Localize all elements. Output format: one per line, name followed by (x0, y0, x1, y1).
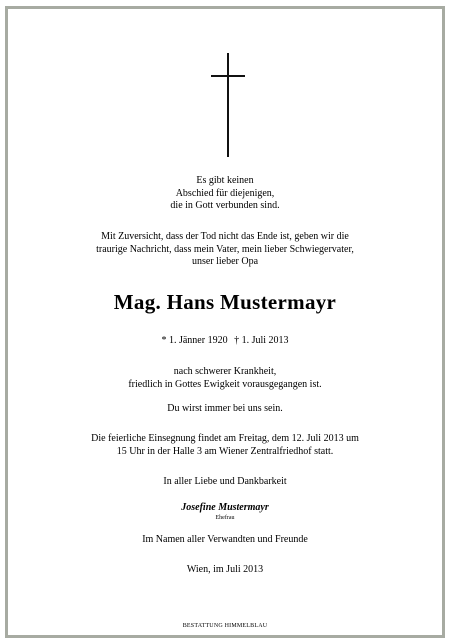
cross-icon (211, 53, 245, 157)
family-text (8, 534, 442, 547)
signer-role: Ehefrau (215, 515, 235, 521)
intro-line: unser lieber Opa (191, 256, 259, 267)
closing-line: In aller Liebe und Dankbarkeit (163, 476, 287, 487)
birth-date: * 1. Jänner 1920 (161, 335, 228, 346)
intro-block (8, 231, 442, 269)
verse-block (8, 175, 442, 213)
closing-text (8, 476, 442, 489)
passing-block (8, 366, 442, 391)
farewell-line: Du wirst immer bei uns sein. (167, 403, 283, 414)
intro-line: Mit Zuversicht, dass der Tod nicht das Ende ist, geben wir die (101, 231, 349, 242)
deceased-name: Mag. Hans Mustermayr (113, 290, 337, 314)
family-line: Im Namen aller Verwandten und Freunde (142, 534, 308, 545)
life-dates (8, 335, 442, 347)
intro-line: traurige Nachricht, dass mein Vater, mein lieber Schwiegervater, (96, 243, 354, 255)
funeral-home-name: BESTATTUNG HIMMELBLAU (182, 623, 268, 629)
passing-line: friedlich in Gottes Ewigkeit vorausgegangen ist. (128, 378, 322, 390)
signer-name: Josefine Mustermayr (181, 502, 269, 513)
death-date: † 1. Juli 2013 (234, 335, 289, 346)
farewell-text (8, 403, 442, 416)
place-date (8, 564, 442, 577)
verse-line: Abschied für diejenigen, (175, 187, 275, 199)
death-notice-card (5, 6, 445, 638)
passing-line: nach schwerer Krankheit, (173, 366, 277, 377)
signer-block (8, 502, 442, 522)
ceremony-line: Die feierliche Einsegnung findet am Freitag, dem 12. Juli 2013 um (91, 433, 359, 444)
verse-line: die in Gott verbunden sind. (170, 200, 280, 211)
ceremony-line: 15 Uhr in der Halle 3 am Wiener Zentralfriedhof statt. (116, 445, 334, 457)
ceremony-block (8, 433, 442, 458)
place-date-line: Wien, im Juli 2013 (186, 564, 264, 575)
verse-line: Es gibt keinen (196, 175, 254, 186)
